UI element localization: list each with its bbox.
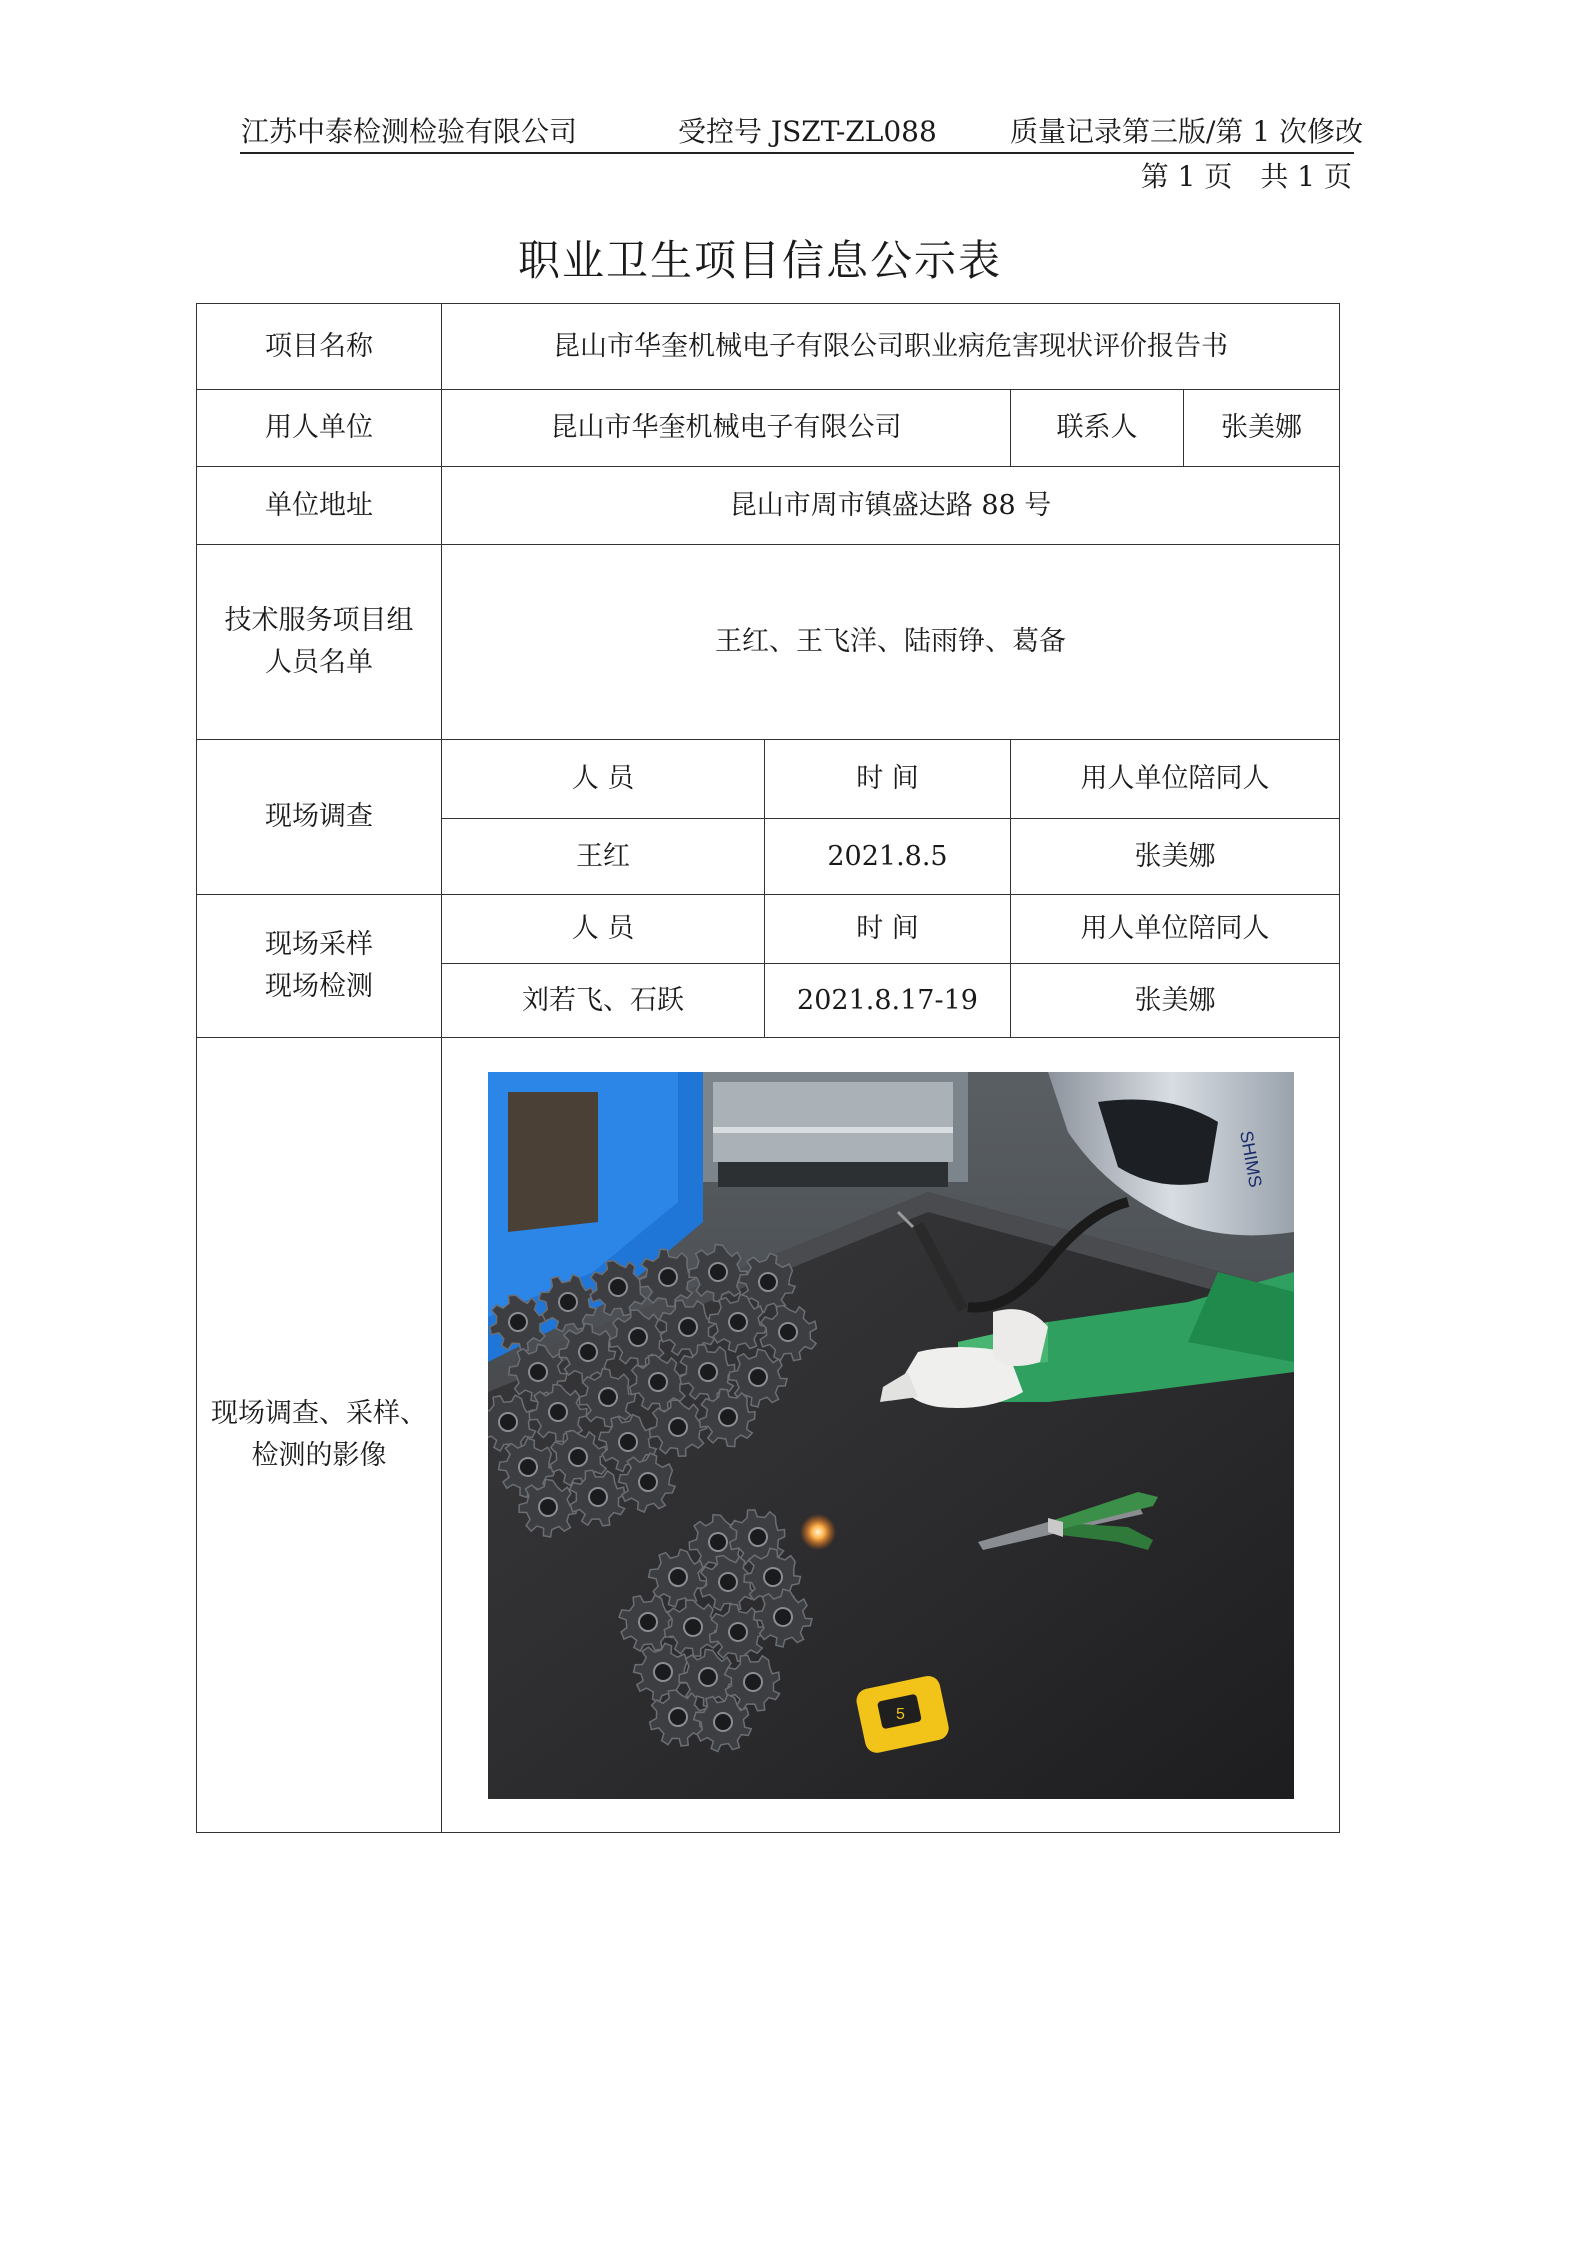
document-title: 职业卫生项目信息公示表 xyxy=(517,236,1002,285)
survey-col-person: 人 员 xyxy=(442,740,765,819)
helmet-brand: SHIMS xyxy=(1235,1128,1266,1189)
survey-time: 2021.8.5 xyxy=(765,819,1011,895)
info-table xyxy=(196,303,1340,1833)
weld-spark xyxy=(800,1514,836,1550)
images-label xyxy=(197,1038,442,1833)
images-label-line1: 现场调查、采样、 xyxy=(211,1398,427,1429)
survey-escort: 张美娜 xyxy=(1011,819,1340,895)
tape-label: 5 xyxy=(895,1705,905,1723)
record-version: 质量记录第三版/第 1 次修改 xyxy=(1010,115,1364,148)
team-label xyxy=(197,545,442,740)
contact-label: 联系人 xyxy=(1011,390,1184,467)
sampling-time: 2021.8.17-19 xyxy=(765,964,1011,1038)
survey-col-escort: 用人单位陪同人 xyxy=(1011,740,1340,819)
contact-value: 张美娜 xyxy=(1184,390,1340,467)
photo-cell xyxy=(442,1038,1340,1833)
team-value: 王红、王飞洋、陆雨铮、葛备 xyxy=(442,545,1340,740)
site-photo xyxy=(488,1072,1294,1799)
project-name-label: 项目名称 xyxy=(197,304,442,390)
sampling-label xyxy=(197,895,442,1038)
page-number: 第 1 页 xyxy=(1140,160,1233,193)
employer-label: 用人单位 xyxy=(197,390,442,467)
row-survey-header xyxy=(197,740,1340,819)
sampling-col-person: 人 员 xyxy=(442,895,765,964)
control-number: 受控号 JSZT-ZL088 xyxy=(678,115,937,148)
header-rule xyxy=(240,152,1354,154)
images-label-line2: 检测的影像 xyxy=(251,1440,387,1471)
address-value: 昆山市周市镇盛达路 88 号 xyxy=(442,467,1340,545)
address-label: 单位地址 xyxy=(197,467,442,545)
sampling-col-time: 时 间 xyxy=(765,895,1011,964)
sampling-col-escort: 用人单位陪同人 xyxy=(1011,895,1340,964)
team-label-line2: 人员名单 xyxy=(265,647,373,678)
row-sampling-header xyxy=(197,895,1340,964)
page-info xyxy=(1000,155,1352,195)
team-label-line1: 技术服务项目组 xyxy=(224,605,414,636)
page-total: 共 1 页 xyxy=(1260,160,1352,193)
survey-person: 王红 xyxy=(442,819,765,895)
row-images xyxy=(197,1038,1340,1833)
survey-label: 现场调查 xyxy=(197,740,442,895)
project-name-value: 昆山市华奎机械电子有限公司职业病危害现状评价报告书 xyxy=(442,304,1340,390)
row-team xyxy=(197,545,1340,740)
company-name: 江苏中泰检测检验有限公司 xyxy=(241,115,578,148)
row-project-name xyxy=(197,304,1340,390)
row-address xyxy=(197,467,1340,545)
survey-col-time: 时 间 xyxy=(765,740,1011,819)
sampling-escort: 张美娜 xyxy=(1011,964,1340,1038)
sampling-label-line1: 现场采样 xyxy=(265,929,373,960)
sampling-label-line2: 现场检测 xyxy=(265,971,373,1002)
sampling-person: 刘若飞、石跃 xyxy=(442,964,765,1038)
row-employer xyxy=(197,390,1340,467)
employer-value: 昆山市华奎机械电子有限公司 xyxy=(442,390,1011,467)
